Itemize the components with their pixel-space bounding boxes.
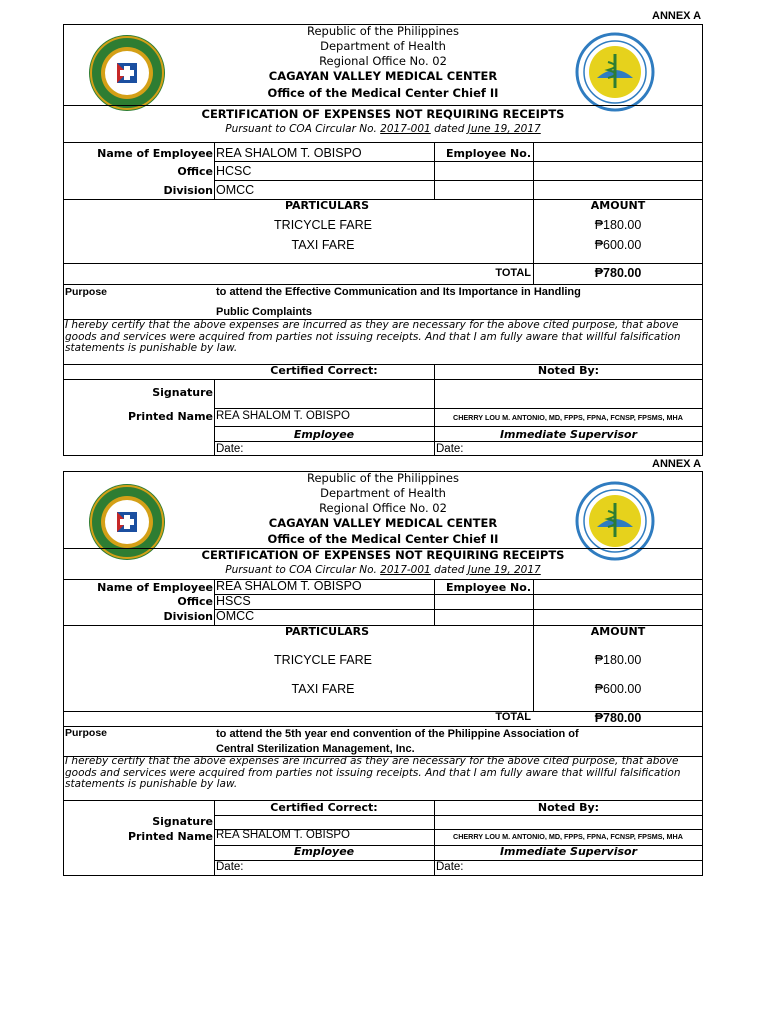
pursuant-line: Pursuant to COA Circular No. 2017-001 dated June 19, 2017 xyxy=(225,123,541,135)
amount-header: AMOUNT xyxy=(590,625,646,638)
purpose-line-1: to attend the Effective Communication and Its Importance in Handling xyxy=(216,286,581,298)
header-department: Department of Health xyxy=(320,486,446,500)
name-of-employee-label: Name of Employee xyxy=(97,581,213,594)
total-label: TOTAL xyxy=(495,711,531,723)
supervisor-role: Immediate Supervisor xyxy=(499,428,638,441)
office-value: HSCS xyxy=(216,594,251,608)
office-label: Office xyxy=(177,595,213,608)
certification-statement: I hereby certify that the above expenses are incurred as they are necessary for the above cited purpose, that above goods and services were acquired from parties not issuing receipts. And that I am fully aware that willful falsification statements is punishable by law. xyxy=(65,755,681,790)
purpose-label: Purpose xyxy=(65,286,108,298)
supervisor-name: CHERRY LOU M. ANTONIO, MD, FPPS, FPNA, FCNSP, FPSMS, MHA xyxy=(453,414,683,422)
particular-item: TRICYCLE FARE xyxy=(274,653,372,667)
name-of-employee-label: Name of Employee xyxy=(97,147,213,160)
certification-form-1 xyxy=(63,24,703,456)
amount-header: AMOUNT xyxy=(590,199,646,212)
printed-name-label: Printed Name xyxy=(127,410,213,423)
particular-item: TRICYCLE FARE xyxy=(274,218,372,232)
employee-role: Employee xyxy=(293,845,355,858)
particulars-header: PARTICULARS xyxy=(284,199,370,212)
header-department: Department of Health xyxy=(320,39,446,53)
printed-name-value: REA SHALOM T. OBISPO xyxy=(216,410,350,422)
header-republic: Republic of the Philippines xyxy=(306,24,460,38)
signature-label: Signature xyxy=(152,386,213,399)
amount-item: ₱600.00 xyxy=(594,682,642,696)
supervisor-role: Immediate Supervisor xyxy=(499,845,638,858)
header-center: CAGAYAN VALLEY MEDICAL CENTER xyxy=(268,69,498,83)
certification-statement: I hereby certify that the above expenses are incurred as they are necessary for the above cited purpose, that above goods and services were acquired from parties not issuing receipts. And that I am fully aware that willful falsification statements is punishable by law. xyxy=(65,319,681,354)
employee-name: REA SHALOM T. OBISPO xyxy=(216,146,362,160)
supervisor-name: CHERRY LOU M. ANTONIO, MD, FPPS, FPNA, FCNSP, FPSMS, MHA xyxy=(453,833,683,841)
header-center: CAGAYAN VALLEY MEDICAL CENTER xyxy=(268,516,498,530)
printed-name-label: Printed Name xyxy=(127,830,213,843)
amount-item: ₱180.00 xyxy=(594,653,642,667)
division-value: OMCC xyxy=(216,609,255,623)
employee-role: Employee xyxy=(293,428,355,441)
noted-by-label: Noted By: xyxy=(537,364,600,377)
purpose-line-1: to attend the 5th year end convention of the Philippine Association of xyxy=(216,728,579,740)
header-republic: Republic of the Philippines xyxy=(306,471,460,485)
annex-label: ANNEX A xyxy=(652,10,702,22)
division-label: Division xyxy=(163,184,213,197)
particular-item: TAXI FARE xyxy=(291,238,355,252)
employee-no-label: Employee No. xyxy=(445,147,531,160)
noted-by-label: Noted By: xyxy=(537,801,600,814)
purpose-line-2: Public Complaints xyxy=(216,306,312,318)
form-title: CERTIFICATION OF EXPENSES NOT REQUIRING RECEIPTS xyxy=(201,107,565,121)
division-label: Division xyxy=(163,610,213,623)
header-office: Office of the Medical Center Chief II xyxy=(267,532,499,546)
annex-label: ANNEX A xyxy=(652,458,702,470)
date-field-supervisor: Date: xyxy=(436,443,464,455)
purpose-label: Purpose xyxy=(65,727,108,739)
purpose-line-2: Central Sterilization Management, Inc. xyxy=(216,743,415,755)
date-field-supervisor: Date: xyxy=(436,861,464,873)
pursuant-line: Pursuant to COA Circular No. 2017-001 dated June 19, 2017 xyxy=(225,564,541,576)
date-field-employee: Date: xyxy=(216,861,244,873)
printed-name-value: REA SHALOM T. OBISPO xyxy=(216,829,350,841)
employee-name: REA SHALOM T. OBISPO xyxy=(216,579,362,593)
employee-no-label: Employee No. xyxy=(445,581,531,594)
certified-correct-label: Certified Correct: xyxy=(270,801,378,814)
amount-item: ₱600.00 xyxy=(594,238,642,252)
form-title: CERTIFICATION OF EXPENSES NOT REQUIRING RECEIPTS xyxy=(201,548,565,562)
particular-item: TAXI FARE xyxy=(291,682,355,696)
date-field-employee: Date: xyxy=(216,443,244,455)
amount-item: ₱180.00 xyxy=(594,218,642,232)
particulars-header: PARTICULARS xyxy=(284,625,370,638)
total-amount: ₱780.00 xyxy=(594,266,642,280)
certified-correct-label: Certified Correct: xyxy=(270,364,378,377)
header-regional: Regional Office No. 02 xyxy=(319,501,447,515)
header-office: Office of the Medical Center Chief II xyxy=(267,86,499,100)
office-value: HCSC xyxy=(216,164,252,178)
header-regional: Regional Office No. 02 xyxy=(319,54,447,68)
total-label: TOTAL xyxy=(495,267,531,279)
division-value: OMCC xyxy=(216,183,255,197)
total-amount: ₱780.00 xyxy=(594,711,642,725)
office-label: Office xyxy=(177,165,213,178)
signature-label: Signature xyxy=(152,815,213,828)
certification-form-2 xyxy=(63,471,703,876)
